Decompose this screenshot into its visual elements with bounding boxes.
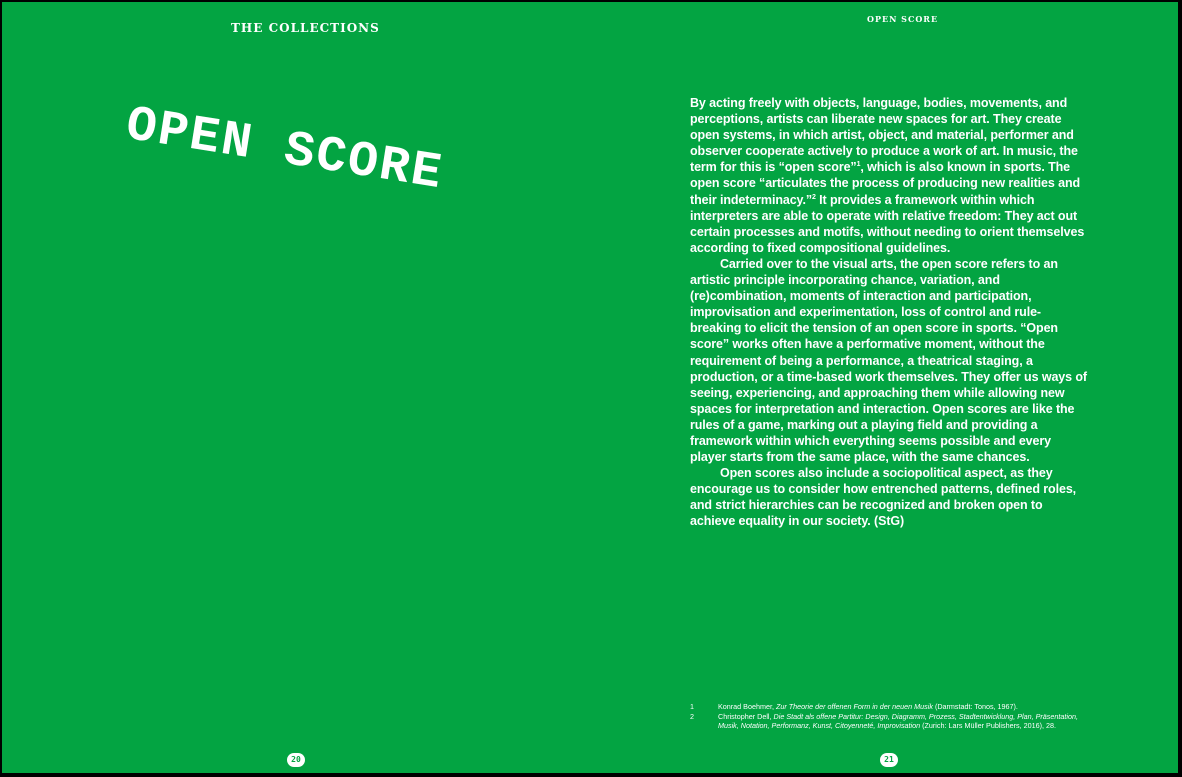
paragraph-1-part-c: It provides a framework within which interpreters are able to operate with relative freedom: They act out certain processes and motifs, without needing to orient themselves according to fixed compositional guidelines. (690, 192, 1085, 255)
book-spread (2, 2, 1178, 773)
left-page (2, 2, 590, 773)
footnote-ref-2: 2 (812, 193, 816, 201)
page-number-left: 20 (287, 753, 305, 767)
paragraph-3: Open scores also include a sociopolitical aspect, as they encourage us to consider how entrenched patterns, defined roles, and strict hierarchies can be recognized and broken open to achieve equality in our society. (StG) (690, 466, 1077, 529)
footnote-publication: (Zurich: Lars Müller Publishers, 2016), 28. (920, 721, 1056, 731)
footnote-author: Christopher Dell, (718, 711, 774, 721)
footnote-number: 2 (690, 711, 694, 721)
paragraph-1 (690, 95, 1090, 256)
footnote-work-title: Zur Theorie der offenen Form in der neuen Musik (775, 702, 933, 711)
footnote-1 (690, 702, 1082, 712)
footnotes (690, 702, 1082, 731)
footnote-author: Konrad Boehmer, (718, 702, 776, 711)
paragraph-1-part-a: By acting freely with objects, language, bodies, movements, and perceptions, artists can liberate new spaces for art. They create open systems, in which artist, object, and material, performer and observer cooperate actively to produce a work of art. In music, the term for this is “open score” (690, 96, 1078, 175)
footnote-ref-1: 1 (856, 161, 861, 169)
right-page (590, 2, 1178, 773)
footnote-2 (690, 712, 1082, 731)
footnote-number: 1 (690, 702, 694, 711)
body-text (690, 95, 1090, 530)
running-head-right: OPEN SCORE (867, 14, 939, 24)
page-title: OPEN SCORE (122, 97, 448, 204)
footnote-text (718, 712, 1082, 731)
paragraph-2: Carried over to the visual arts, the open score refers to an artistic principle incorporating chance, variation, and (re)combination, moments of interaction and participation, improvisation and experimentation, loss of control and rule-breaking to elicit the tension of an open score in sports. “Open score” works often have a performative moment, without the requirement of being a performance, a theatrical staging, a production, or a time-based work themselves. They offer us ways of seeing, experiencing, and approaching them while allowing new spaces for interpretation and interaction. Open scores are like the rules of a game, marking out a playing field and providing a framework within which everything seems possible and every player starts from the same place, with the same chances. (690, 256, 1087, 465)
footnote-publication: (Darmstadt: Tonos, 1967). (932, 702, 1018, 711)
footnote-text (718, 702, 1082, 712)
running-head-left: THE COLLECTIONS (231, 21, 380, 35)
paragraph-1-part-b: , which is also known in sports. The open score “articulates the process of producing new realities and their indeterminacy.” (690, 160, 1081, 207)
footnote-work-title: Die Stadt als offene Partitur: Design, Diagramm, Prozess, Stadtentwicklung, Plan, Präsentation, Musik, Notation, Performanz, Kunst, Citoyenneté, Improvisation (718, 711, 1078, 731)
page-number-right: 21 (880, 753, 898, 767)
